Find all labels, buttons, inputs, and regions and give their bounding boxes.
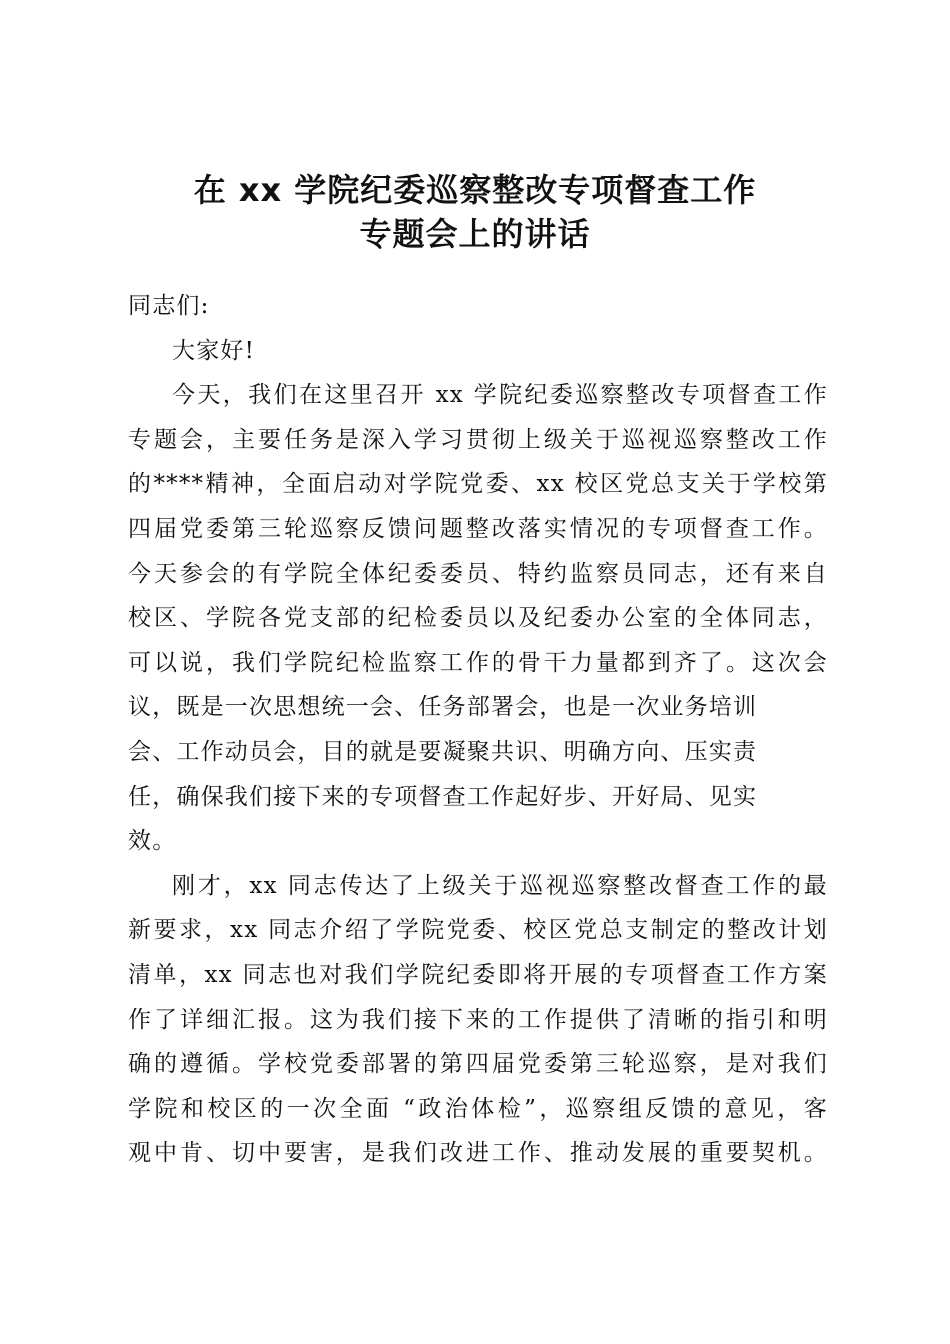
- paragraph-line: 清单，xx 同志也对我们学院纪委即将开展的专项督查工作方案: [128, 961, 828, 988]
- paragraph-1: [128, 373, 828, 864]
- paragraph-line: 学院和校区的一次全面 “政治体检”，巡察组反馈的意见，客: [128, 1095, 828, 1122]
- paragraph-line: 确的遵循。学校党委部署的第四届党委第三轮巡察，是对我们: [128, 1051, 828, 1078]
- greeting: 大家好!: [172, 337, 256, 364]
- title-line-1: 在 xx 学院纪委巡察整改专项督查工作: [193, 171, 757, 209]
- paragraph-line: 专题会，主要任务是深入学习贯彻上级关于巡视巡察整改工作: [128, 426, 828, 453]
- paragraph-line: 会、工作动员会，目的就是要凝聚共识、明确方向、压实责: [128, 738, 758, 765]
- paragraph-line: 今天，我们在这里召开 xx 学院纪委巡察整改专项督查工作: [172, 382, 828, 409]
- paragraph-line: 四届党委第三轮巡察反馈问题整改落实情况的专项督查工作。: [128, 515, 828, 542]
- paragraph-line: 任，确保我们接下来的专项督查工作起好步、开好局、见实: [128, 783, 758, 810]
- salutation: 同志们:: [128, 293, 210, 319]
- paragraph-line: 议，既是一次思想统一会、任务部署会，也是一次业务培训: [128, 694, 758, 721]
- paragraph-line: 效。: [128, 828, 177, 855]
- paragraph-line: 今天参会的有学院全体纪委委员、特约监察员同志，还有来自: [128, 560, 828, 587]
- paragraph-line: 作了详细汇报。这为我们接下来的工作提供了清晰的指引和明: [128, 1006, 828, 1033]
- paragraph-line: 可以说，我们学院纪检监察工作的骨干力量都到齐了。这次会: [128, 649, 828, 676]
- paragraph-2: [128, 864, 828, 1176]
- paragraph-line: 刚才，xx 同志传达了上级关于巡视巡察整改督查工作的最: [172, 872, 828, 899]
- paragraph-line: 观中肯、切中要害，是我们改进工作、推动发展的重要契机。: [128, 1140, 828, 1167]
- paragraph-line: 的****精神，全面启动对学院党委、xx 校区党总支关于学校第: [128, 471, 828, 498]
- speech-body: [128, 284, 828, 1176]
- paragraph-line: 新要求，xx 同志介绍了学院党委、校区党总支制定的整改计划: [128, 917, 828, 944]
- title-line-2: 专题会上的讲话: [359, 215, 591, 253]
- speech-title: [0, 168, 950, 256]
- paragraph-line: 校区、学院各党支部的纪检委员以及纪委办公室的全体同志，: [128, 605, 828, 632]
